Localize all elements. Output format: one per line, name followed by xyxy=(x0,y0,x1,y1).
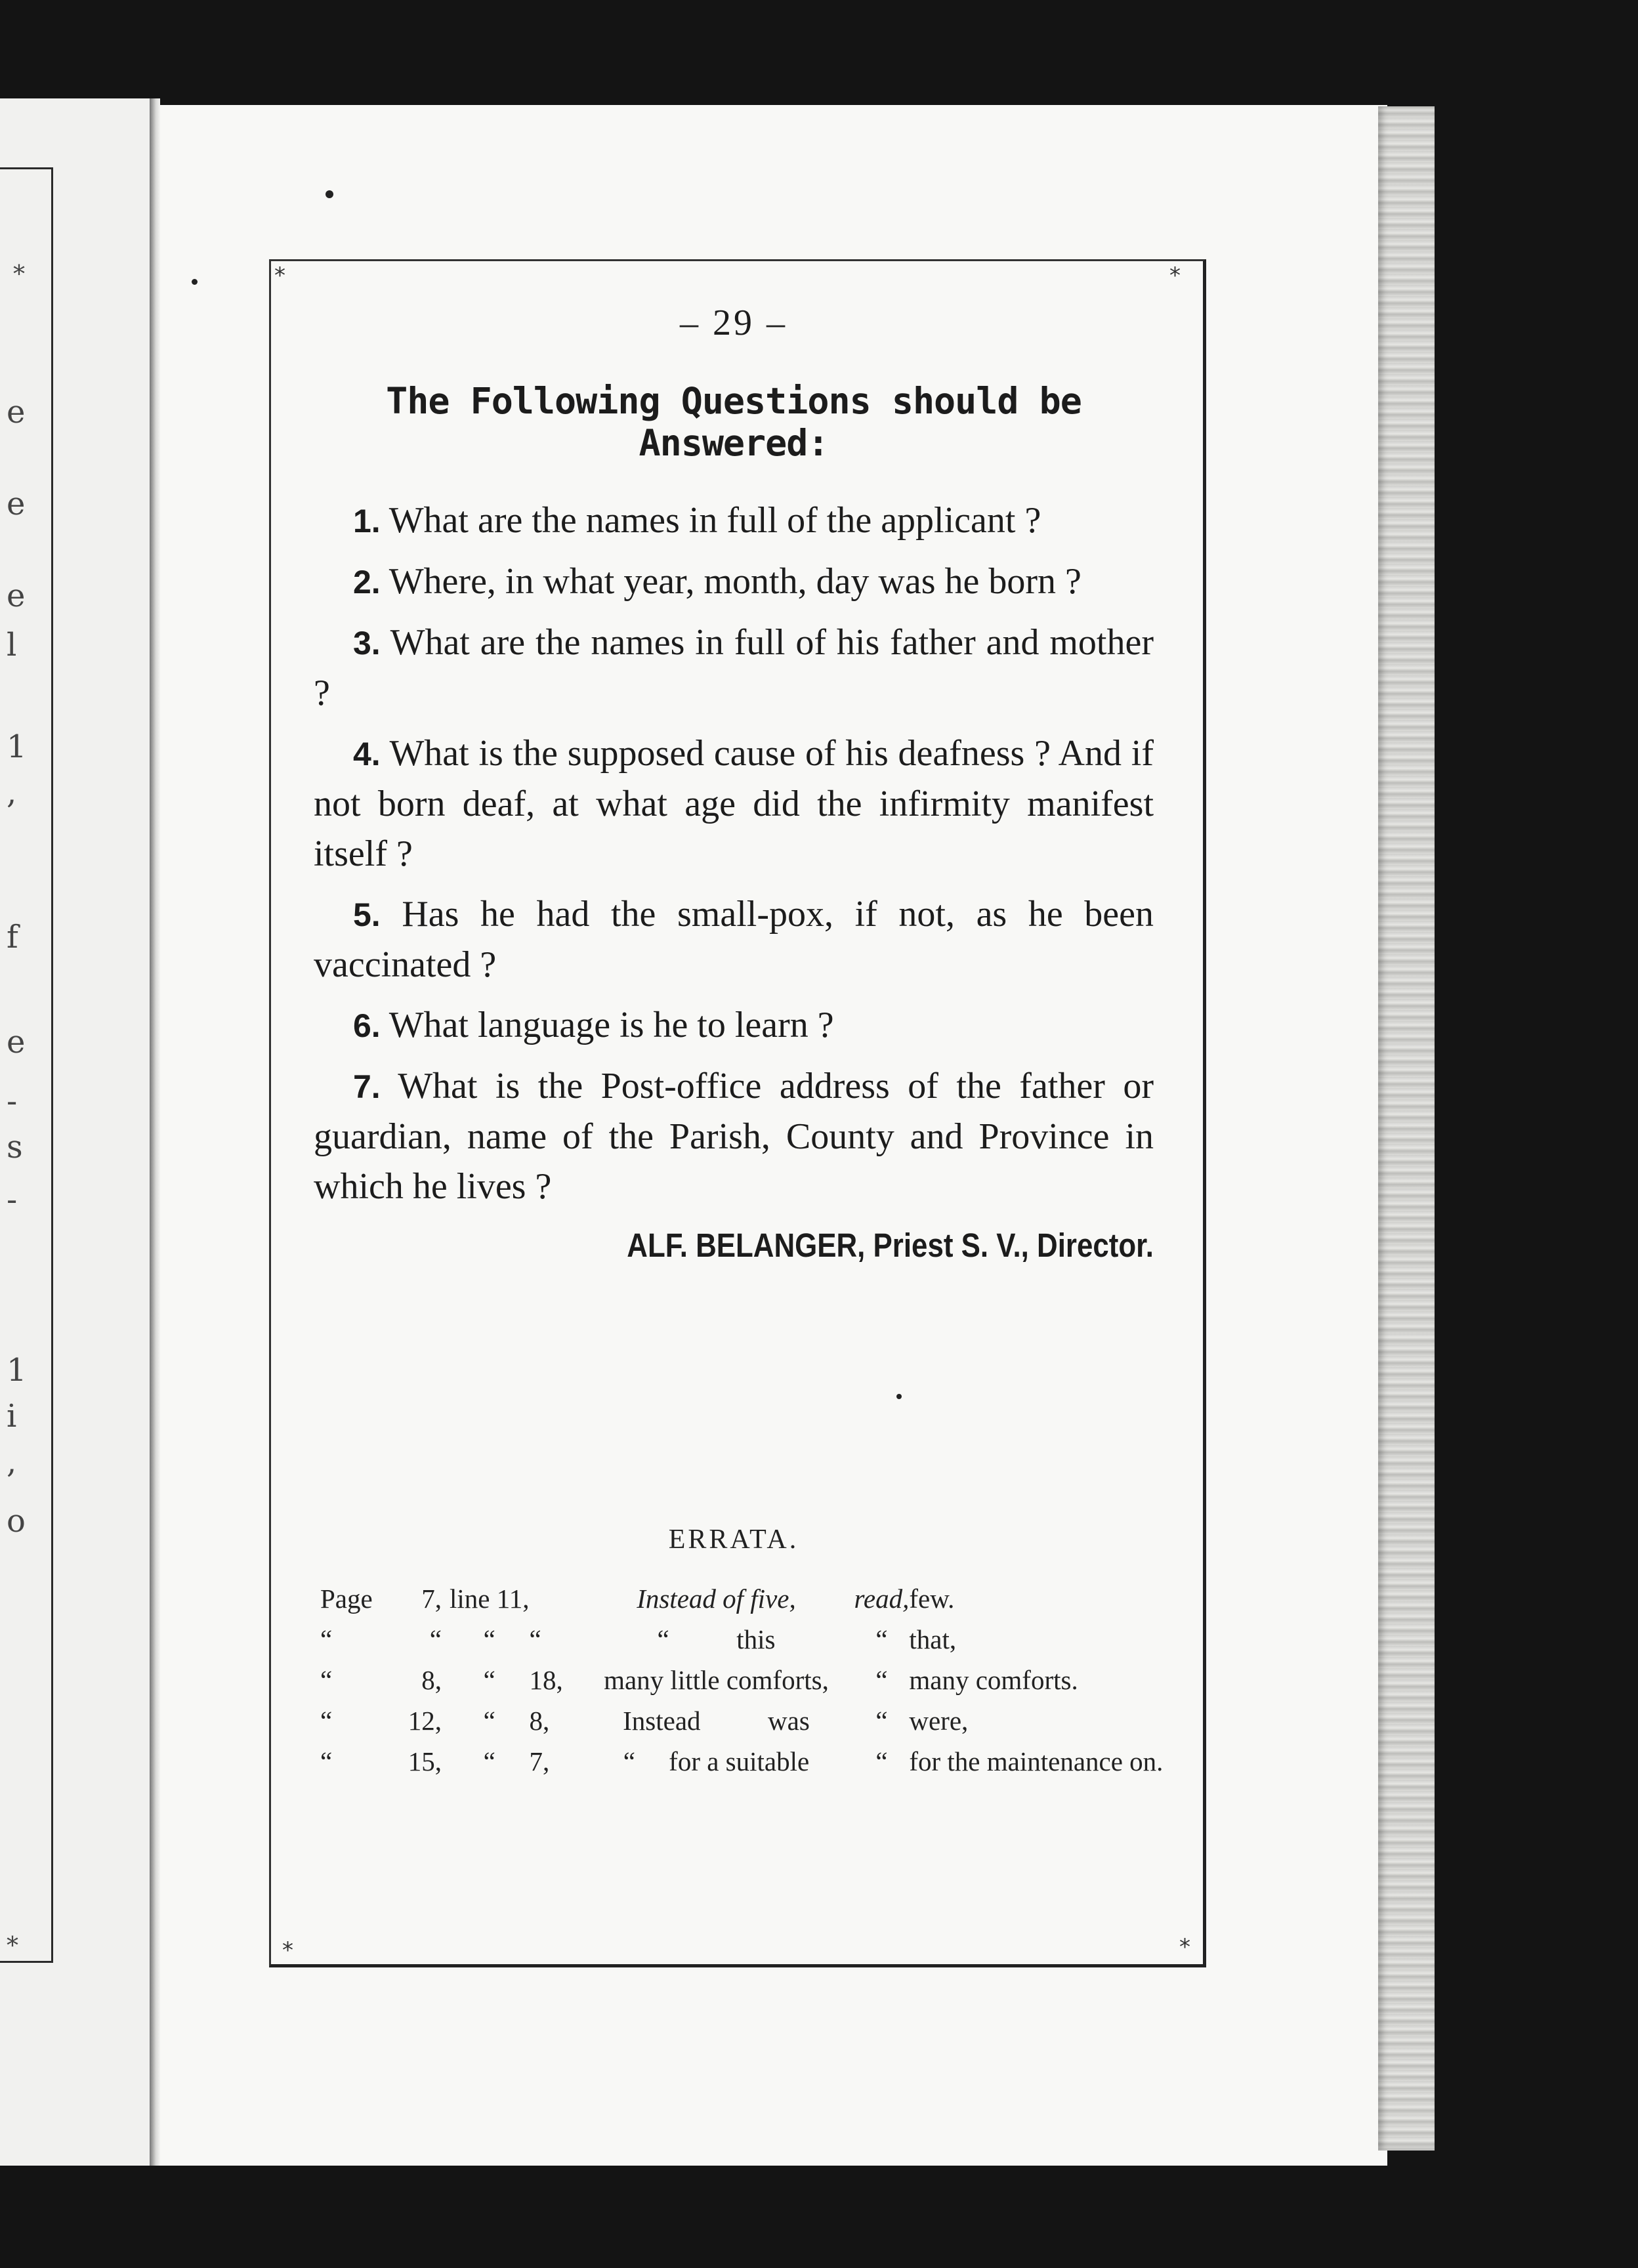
left-page-mark: f xyxy=(7,919,18,956)
question-item xyxy=(314,889,1154,990)
errata-row xyxy=(320,1700,1167,1741)
errata-cell xyxy=(529,1578,578,1619)
left-page-mark: e xyxy=(7,1024,26,1060)
left-page-mark: * xyxy=(7,1933,18,1960)
errata-cell: few. xyxy=(909,1584,955,1614)
left-page-mark: - xyxy=(7,1083,18,1120)
errata-cell: “ xyxy=(875,1665,888,1695)
left-page-mark: 1 xyxy=(7,1352,27,1389)
errata-cell: “ xyxy=(320,1706,333,1736)
errata-cell: 8, xyxy=(421,1665,442,1695)
errata-cell: many little comforts, xyxy=(604,1665,829,1695)
question-text: Has he had the small-pox, if not, as he been vaccinated ? xyxy=(314,894,1154,985)
errata-cell: many comforts. xyxy=(909,1665,1078,1695)
left-page-mark: e xyxy=(7,486,26,522)
errata-row xyxy=(320,1619,1167,1660)
left-page-mark: l xyxy=(7,627,17,663)
left-page-mark: 1 xyxy=(7,728,27,765)
errata-cell: Page xyxy=(320,1584,373,1614)
left-page-mark: i xyxy=(7,1398,17,1435)
page-edge-stack xyxy=(1378,106,1435,2151)
left-page-mark: o xyxy=(7,1503,26,1540)
question-number: 5. xyxy=(353,896,381,933)
errata-cell: 18, xyxy=(529,1665,563,1695)
left-page-mark: - xyxy=(7,1181,18,1218)
errata-cell: that, xyxy=(909,1624,957,1654)
question-text: What are the names in full of the applicant ? xyxy=(388,500,1041,541)
question-text: What is the supposed cause of his deafness ? And if not born deaf, at what age did the infirmity manifest itself ? xyxy=(314,733,1154,874)
page-content xyxy=(314,302,1154,1298)
question-text: What language is he to learn ? xyxy=(388,1005,834,1045)
errata-cell: line 11, xyxy=(450,1584,530,1614)
ink-dot xyxy=(896,1394,902,1399)
question-text: Where, in what year, month, day was he born ? xyxy=(388,561,1082,602)
errata-cell: Instead of five, xyxy=(637,1584,796,1614)
errata-cell: 7, xyxy=(421,1584,442,1614)
errata-cell: “ xyxy=(320,1746,333,1776)
corner-star-icon: * xyxy=(1169,262,1181,289)
question-number: 3. xyxy=(353,625,381,662)
left-page-mark: e xyxy=(7,394,26,430)
errata-table xyxy=(320,1578,1167,1782)
left-page-mark: e xyxy=(7,578,26,614)
page-number: – 29 – xyxy=(680,303,788,343)
left-page-frame xyxy=(0,167,53,1963)
question-number: 1. xyxy=(353,503,381,539)
errata-title: ERRATA. xyxy=(668,1524,799,1555)
errata-cell: “ this xyxy=(657,1624,776,1654)
signature: ALF. BELANGER, Priest S. V., Director. xyxy=(627,1227,1154,1264)
errata-cell: “ xyxy=(875,1624,888,1654)
errata-cell: “ xyxy=(483,1746,495,1776)
left-page-mark: , xyxy=(7,1444,17,1480)
corner-star-icon: * xyxy=(282,1937,293,1964)
question-number: 7. xyxy=(353,1068,381,1105)
errata-cell: read, xyxy=(854,1584,910,1614)
question-item xyxy=(314,618,1154,718)
errata-cell: “ xyxy=(529,1624,541,1654)
question-item xyxy=(314,1061,1154,1211)
question-item xyxy=(314,495,1154,546)
question-item xyxy=(314,1000,1154,1051)
question-item xyxy=(314,556,1154,607)
errata-cell: “ xyxy=(875,1746,888,1776)
left-page-mark: * xyxy=(13,261,25,288)
question-item xyxy=(314,728,1154,879)
question-number: 6. xyxy=(353,1007,381,1044)
question-number: 4. xyxy=(353,736,381,772)
errata-cell: “ xyxy=(483,1624,495,1654)
errata-cell: were, xyxy=(909,1706,969,1736)
ink-dot xyxy=(326,190,333,198)
errata-cell: “ xyxy=(483,1706,495,1736)
questions-list xyxy=(314,495,1154,1211)
corner-star-icon: * xyxy=(274,262,285,289)
errata-cell: 12, xyxy=(408,1706,442,1736)
errata-cell: for the maintenance on. xyxy=(909,1746,1164,1776)
errata-cell: 8, xyxy=(529,1706,550,1736)
errata-cell: “ xyxy=(875,1706,888,1736)
errata-cell: “ for a suitable xyxy=(623,1746,810,1776)
errata-cell: “ xyxy=(483,1665,495,1695)
errata-cell: “ xyxy=(429,1624,442,1654)
question-text: What is the Post-office address of the father or guardian, name of the Parish, County and Province in which he lives ? xyxy=(314,1066,1154,1207)
book-gutter xyxy=(150,98,160,2166)
left-page-mark: , xyxy=(7,774,17,811)
errata-row xyxy=(320,1660,1167,1700)
errata-cell: “ xyxy=(320,1624,333,1654)
errata-cell: 15, xyxy=(408,1746,442,1776)
errata-cell: “ xyxy=(320,1665,333,1695)
errata-row xyxy=(320,1578,1167,1619)
errata-row xyxy=(320,1741,1167,1782)
question-number: 2. xyxy=(353,564,381,600)
errata-cell: Instead was xyxy=(623,1706,810,1736)
question-text: What are the names in full of his father and mother ? xyxy=(314,622,1154,713)
corner-star-icon: * xyxy=(1179,1934,1190,1960)
ink-dot xyxy=(192,279,198,285)
errata-cell: 7, xyxy=(529,1746,550,1776)
left-page-mark: s xyxy=(7,1129,23,1166)
questions-heading: The Following Questions should be Answered: xyxy=(386,380,1082,464)
